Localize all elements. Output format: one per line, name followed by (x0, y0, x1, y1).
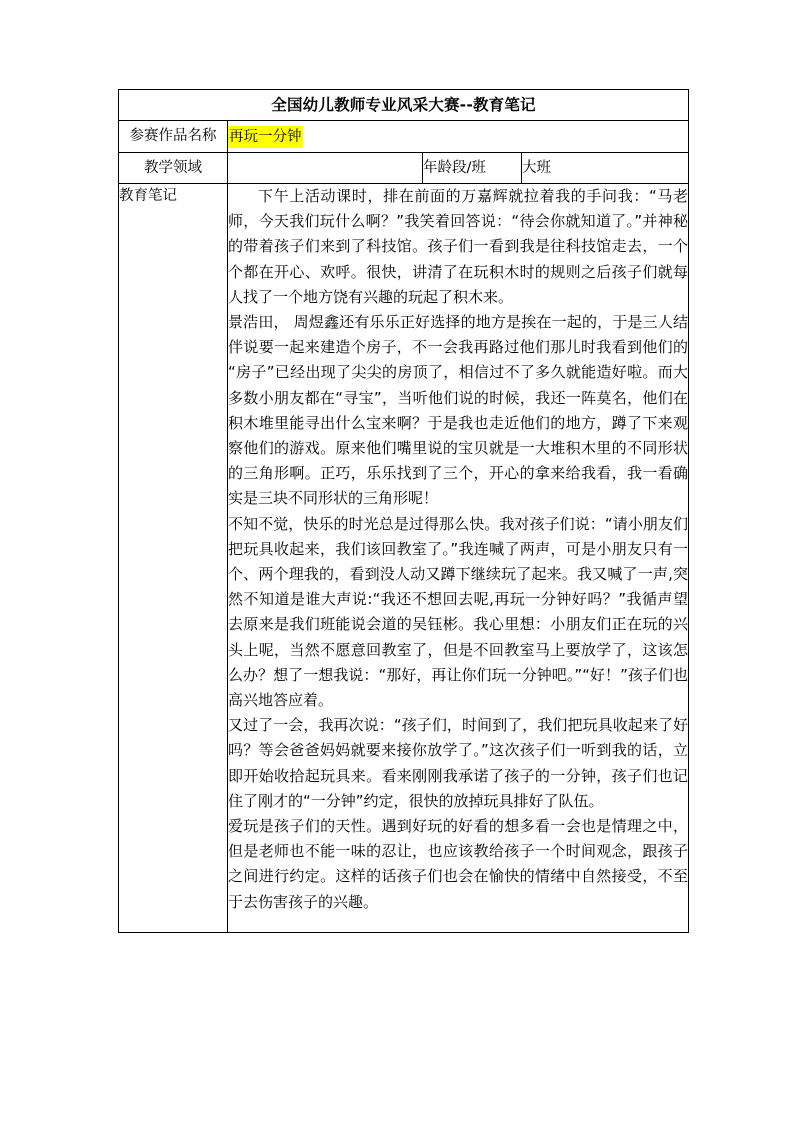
notes-paragraph: 又过了一会，我再次说：“孩子们，时间到了，我们把玩具收起来了好吗？等会爸爸妈妈就要来接你放学了。”这次孩子们一听到我的话，立即开始收拾起玩具来。看来刚刚我承诺了孩子的一分钟，孩子们也记住了刚才的“一分钟”约定，很快的放掉玩具排好了队伍。 (228, 716, 689, 810)
age-class-label-cell (423, 153, 522, 184)
notes-label-cell (119, 184, 228, 933)
notes-paragraph: 景浩田， 周煜鑫还有乐乐正好选择的地方是挨在一起的，于是三人结伴说要一起来建造个房子，不一会我再路过他们那儿时我看到他们的“房子”已经出现了尖尖的房顶了，相信过不了多久就能造好啦。而大多数小朋友都在“寻宝”，当听他们说的时候，我还一阵莫名，他们在积木堆里能寻出什么宝来啊？于是我也走近他们的地方，蹲了下来观察他们的游戏。原来他们嘴里说的宝贝就是一大堆积木里的不同形状的三角形啊。正巧，乐乐找到了三个，开心的拿来给我看，我一看确实是三块不同形状的三角形呢！ (228, 313, 689, 508)
table-row-notes (119, 184, 689, 933)
notes-paragraph: 下午上活动课时，排在前面的万嘉辉就拉着我的手问我：“马老师，今天我们玩什么啊？”我笑着回答说：“待会你就知道了。”并神秘的带着孩子们来到了科技馆。孩子们一看到我是往科技馆走去，一个个都在开心、欢呼。很快，讲清了在玩积木时的规则之后孩子们就每人找了一个地方饶有兴趣的玩起了积木来。 (228, 187, 689, 306)
notes-paragraph: 不知不觉，快乐的时光总是过得那么快。我对孩子们说：“请小朋友们把玩具收起来，我们该回教室了。”我连喊了两声，可是小朋友只有一个、两个理我的，看到没人动又蹲下继续玩了起来。我又喊了一声,突然不知道是谁大声说:“我还不想回去呢,再玩一分钟好吗？”我循声望去原来是我们班能说会道的吴钰彬。我心里想：小朋友们正在玩的兴头上呢，当然不愿意回教室了，但是不回教室马上要放学了，这该怎么办？想了一想我说：“那好，再让你们玩一分钟吧。”“好！”孩子们也高兴地答应着。 (228, 514, 689, 710)
table-row-work-name (119, 121, 689, 153)
teaching-field-label-cell (119, 153, 228, 184)
education-notes-table (118, 89, 689, 933)
teaching-field-label: 教学领域 (144, 160, 202, 176)
age-class-value: 大班 (522, 160, 551, 176)
work-name-value-cell[interactable] (228, 121, 689, 153)
table-row-teaching-field (119, 153, 689, 184)
age-class-label: 年龄段/班 (423, 160, 486, 176)
notes-label: 教育笔记 (119, 188, 177, 204)
work-name-label-cell (119, 121, 228, 153)
teaching-field-value-cell[interactable] (228, 153, 423, 184)
table-row-title (119, 90, 689, 121)
notes-body-cell[interactable] (228, 184, 689, 933)
notes-paragraph: 爱玩是孩子们的天性。遇到好玩的好看的想多看一会也是情理之中，但是老师也不能一味的忍让，也应该教给孩子一个时间观念，跟孩子之间进行约定。这样的话孩子们也会在愉快的情绪中自然接受，不至于去伤害孩子的兴趣。 (228, 817, 689, 911)
age-class-value-cell[interactable] (522, 153, 689, 184)
document-title-cell (119, 90, 689, 121)
page-title: 全国幼儿教师专业风采大赛--教育笔记 (271, 96, 536, 114)
work-name-label: 参赛作品名称 (129, 128, 217, 144)
work-name-value: 再玩一分钟 (228, 126, 303, 148)
